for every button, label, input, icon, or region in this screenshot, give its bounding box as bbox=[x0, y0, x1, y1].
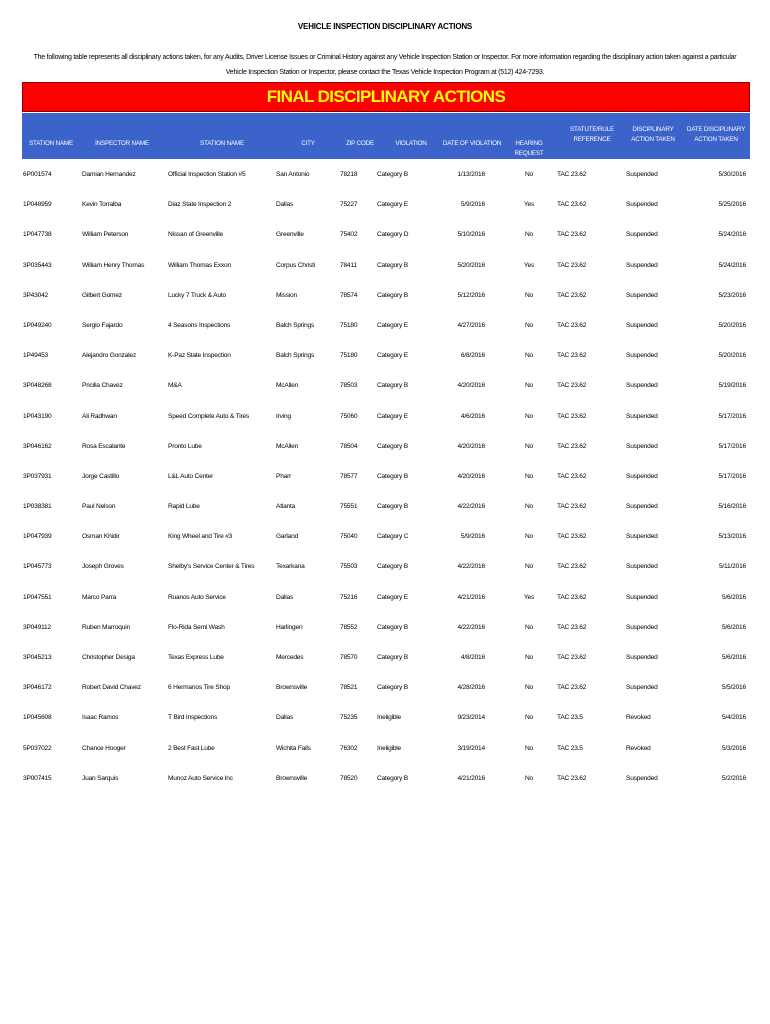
cell-date-violation: 4/21/2016 bbox=[457, 593, 485, 601]
table-row bbox=[22, 434, 750, 464]
cell-zip: 78577 bbox=[340, 472, 358, 480]
cell-violation: Category B bbox=[377, 563, 408, 571]
cell-statute: TAC 23.62 bbox=[557, 442, 587, 450]
cell-violation: Category E bbox=[377, 412, 408, 420]
col-action bbox=[624, 113, 682, 159]
cell-station-id: 1P045608 bbox=[23, 714, 52, 722]
cell-zip: 75402 bbox=[340, 231, 358, 239]
cell-zip: 76302 bbox=[340, 744, 358, 752]
cell-action: Suspended bbox=[626, 472, 658, 480]
cell-hearing: No bbox=[524, 744, 534, 752]
cell-city: Corpus Christi bbox=[276, 261, 315, 269]
table-row bbox=[22, 222, 750, 252]
cell-zip: 78411 bbox=[340, 261, 357, 269]
col-statute-line2: REFERENCE bbox=[573, 136, 611, 143]
cell-hearing: No bbox=[524, 654, 534, 661]
cell-zip: 78552 bbox=[340, 623, 358, 631]
cell-action: Suspended bbox=[626, 412, 658, 420]
cell-violation: Category B bbox=[377, 472, 408, 480]
cell-statute: TAC 23.62 bbox=[557, 654, 587, 661]
cell-action: Suspended bbox=[626, 654, 658, 661]
cell-date-action: 5/5/2016 bbox=[721, 684, 746, 692]
cell-inspector-name: Sergio Fajardo bbox=[82, 321, 123, 329]
cell-action: Suspended bbox=[626, 533, 658, 541]
cell-station-name: William Thomas Exxon bbox=[168, 261, 231, 269]
cell-date-action: 5/30/2016 bbox=[718, 171, 746, 178]
cell-date-violation: 4/22/2016 bbox=[457, 563, 485, 571]
cell-date-action: 5/2/2016 bbox=[721, 774, 746, 782]
cell-statute: TAC 23.62 bbox=[557, 171, 587, 178]
cell-city: Irving bbox=[276, 412, 291, 420]
table-row bbox=[22, 524, 750, 554]
table-body bbox=[22, 162, 750, 796]
cell-station-name: K-Paz State Inspection bbox=[168, 352, 231, 360]
cell-date-violation: 4/22/2016 bbox=[457, 623, 485, 631]
table-row bbox=[22, 585, 750, 615]
table-header bbox=[22, 113, 750, 159]
col-hearing: HEARING REQUEST bbox=[514, 140, 544, 157]
cell-violation: Category C bbox=[377, 533, 409, 541]
cell-action: Suspended bbox=[626, 201, 658, 209]
intro-text bbox=[22, 50, 748, 80]
cell-date-violation: 3/19/2014 bbox=[457, 744, 485, 752]
table-row bbox=[22, 615, 750, 645]
cell-zip: 75216 bbox=[340, 593, 358, 601]
cell-inspector-name: Juan Sarquis bbox=[82, 774, 119, 782]
cell-violation: Category B bbox=[377, 503, 408, 511]
cell-violation: Category E bbox=[377, 593, 408, 601]
cell-date-action: 5/4/2016 bbox=[721, 714, 746, 722]
col-city: CITY bbox=[301, 140, 315, 147]
cell-date-violation: 4/22/2016 bbox=[457, 503, 485, 511]
cell-hearing: No bbox=[524, 382, 534, 390]
cell-date-action: 5/24/2016 bbox=[718, 231, 746, 239]
cell-station-id: 5P037022 bbox=[23, 744, 52, 752]
cell-hearing: No bbox=[524, 503, 534, 511]
table-row bbox=[22, 162, 750, 192]
col-inspector-name: INSPECTOR NAME bbox=[95, 140, 149, 147]
cell-inspector-name: Ali Radhwan bbox=[82, 412, 117, 420]
cell-zip: 75551 bbox=[340, 503, 358, 511]
cell-statute: TAC 23.62 bbox=[557, 623, 587, 631]
cell-zip: 75040 bbox=[340, 533, 358, 541]
cell-violation: Category B bbox=[377, 654, 408, 661]
cell-station-name: T Bird Inspections bbox=[168, 714, 218, 722]
col-date-action-line2: ACTION TAKEN bbox=[694, 136, 738, 143]
cell-station-name: 6 Hermanos Tire Shop bbox=[168, 684, 230, 692]
cell-action: Suspended bbox=[626, 774, 658, 782]
cell-hearing: No bbox=[524, 684, 534, 692]
col-action-line1: DISCIPLINARY bbox=[632, 126, 674, 133]
table-row bbox=[22, 766, 750, 796]
cell-statute: TAC 23.62 bbox=[557, 563, 587, 571]
cell-date-action: 5/3/2016 bbox=[721, 744, 746, 752]
cell-action: Suspended bbox=[626, 563, 658, 571]
cell-date-action: 5/20/2016 bbox=[718, 352, 746, 360]
cell-hearing: No bbox=[524, 321, 534, 329]
cell-date-action: 5/16/2016 bbox=[718, 503, 746, 511]
cell-date-action: 5/6/2016 bbox=[721, 593, 746, 601]
cell-station-id: 1P047551 bbox=[23, 593, 52, 601]
cell-action: Suspended bbox=[626, 352, 658, 360]
cell-date-action: 5/13/2016 bbox=[718, 533, 746, 541]
table-row bbox=[22, 253, 750, 283]
cell-action: Revoked bbox=[626, 744, 651, 752]
cell-action: Suspended bbox=[626, 442, 658, 450]
cell-hearing: No bbox=[524, 442, 534, 450]
cell-date-violation: 1/13/2016 bbox=[457, 171, 485, 178]
cell-station-name: Official Inspection Station #5 bbox=[168, 171, 246, 178]
cell-violation: Category D bbox=[377, 231, 409, 239]
cell-city: Balch Springs bbox=[276, 352, 315, 360]
cell-date-action: 5/25/2016 bbox=[718, 201, 746, 209]
cell-station-name: L&L Auto Center bbox=[168, 472, 214, 480]
cell-city: Greenville bbox=[276, 231, 304, 239]
cell-action: Suspended bbox=[626, 623, 658, 631]
cell-date-violation: 4/6/2016 bbox=[460, 412, 485, 420]
table-row bbox=[22, 675, 750, 705]
cell-station-name: Lucky 7 Truck & Auto bbox=[168, 291, 226, 299]
cell-action: Suspended bbox=[626, 261, 658, 269]
col-statute bbox=[562, 113, 622, 159]
cell-zip: 75060 bbox=[340, 412, 358, 420]
cell-inspector-name: Pricilla Chavez bbox=[82, 382, 123, 390]
cell-station-id: 1P047939 bbox=[23, 533, 52, 541]
cell-city: McAllen bbox=[276, 442, 299, 450]
table-row bbox=[22, 464, 750, 494]
cell-station-name: Ruanos Auto Service bbox=[168, 593, 226, 601]
cell-date-violation: 4/27/2016 bbox=[457, 321, 485, 329]
cell-statute: TAC 23.62 bbox=[557, 684, 587, 692]
cell-hearing: No bbox=[524, 231, 534, 239]
cell-date-violation: 5/9/2016 bbox=[460, 533, 485, 541]
cell-inspector-name: Ruben Marroquin bbox=[82, 623, 130, 631]
cell-station-id: 3P048268 bbox=[23, 382, 52, 390]
cell-violation: Category B bbox=[377, 171, 408, 178]
cell-city: Balch Springs bbox=[276, 321, 315, 329]
cell-station-id: 1P049240 bbox=[23, 321, 52, 329]
cell-violation: Category B bbox=[377, 774, 408, 782]
cell-inspector-name: Osman Khidir bbox=[82, 533, 120, 541]
cell-date-violation: 4/8/2016 bbox=[460, 654, 485, 661]
cell-city: Brownsville bbox=[276, 774, 308, 782]
cell-statute: TAC 23.62 bbox=[557, 261, 587, 269]
cell-zip: 78218 bbox=[340, 171, 358, 178]
cell-inspector-name: Kevin Torralba bbox=[82, 201, 122, 209]
cell-zip: 78574 bbox=[340, 291, 358, 299]
cell-statute: TAC 23.62 bbox=[557, 382, 587, 390]
cell-date-violation: 4/20/2016 bbox=[457, 382, 485, 390]
cell-action: Revoked bbox=[626, 714, 651, 722]
cell-station-name: Pronto Lube bbox=[168, 442, 202, 450]
col-date-action bbox=[682, 113, 750, 159]
cell-date-action: 5/6/2016 bbox=[721, 623, 746, 631]
cell-inspector-name: Rosa Escalante bbox=[82, 442, 126, 450]
cell-station-id: 1P047738 bbox=[23, 231, 52, 239]
cell-inspector-name: Joseph Groves bbox=[82, 563, 124, 571]
cell-statute: TAC 23.62 bbox=[557, 291, 587, 299]
cell-station-id: 3P045213 bbox=[23, 654, 52, 661]
cell-statute: TAC 23.62 bbox=[557, 533, 587, 541]
cell-station-id: 1P038381 bbox=[23, 503, 52, 511]
cell-date-violation: 5/12/2016 bbox=[457, 291, 485, 299]
col-station-name: STATION NAME bbox=[200, 140, 244, 147]
cell-date-action: 5/23/2016 bbox=[718, 291, 746, 299]
col-date-action-line1: DATE DISCIPLINARY bbox=[686, 126, 746, 133]
cell-action: Suspended bbox=[626, 231, 658, 239]
cell-date-action: 5/17/2016 bbox=[718, 472, 746, 480]
cell-statute: TAC 23.62 bbox=[557, 593, 587, 601]
cell-date-violation: 5/9/2016 bbox=[460, 201, 485, 209]
col-zip: ZIP CODE bbox=[345, 140, 375, 147]
cell-hearing: Yes bbox=[523, 201, 535, 209]
cell-date-action: 5/17/2016 bbox=[718, 442, 746, 450]
cell-hearing: No bbox=[524, 291, 534, 299]
table-row bbox=[22, 343, 750, 373]
cell-violation: Category E bbox=[377, 201, 408, 209]
cell-station-name: Nissan of Greenville bbox=[168, 231, 224, 239]
cell-statute: TAC 23.62 bbox=[557, 201, 587, 209]
cell-zip: 75235 bbox=[340, 714, 358, 722]
col-violation: VIOLATION bbox=[395, 140, 427, 147]
table-row bbox=[22, 373, 750, 403]
cell-station-id: 3P046162 bbox=[23, 442, 52, 450]
cell-hearing: No bbox=[524, 472, 534, 480]
cell-hearing: No bbox=[524, 412, 534, 420]
cell-date-violation: 5/10/2016 bbox=[457, 231, 485, 239]
cell-action: Suspended bbox=[626, 503, 658, 511]
table-row bbox=[22, 705, 750, 735]
cell-violation: Ineligible bbox=[377, 744, 402, 752]
cell-statute: TAC 23.62 bbox=[557, 774, 587, 782]
cell-date-violation: 6/8/2016 bbox=[460, 352, 485, 360]
cell-inspector-name: William Henry Thomas bbox=[82, 261, 145, 269]
cell-zip: 75503 bbox=[340, 563, 358, 571]
cell-hearing: No bbox=[524, 714, 534, 722]
cell-violation: Category B bbox=[377, 684, 408, 692]
cell-city: Mission bbox=[276, 291, 297, 299]
table-row bbox=[22, 313, 750, 343]
cell-inspector-name: Chance Hooger bbox=[82, 744, 126, 752]
cell-inspector-name: Jorge Castillo bbox=[82, 472, 120, 480]
table-row bbox=[22, 645, 750, 675]
cell-station-name: Rapid Lube bbox=[168, 503, 200, 511]
cell-date-action: 5/24/2016 bbox=[718, 261, 746, 269]
cell-hearing: No bbox=[524, 623, 534, 631]
cell-hearing: No bbox=[524, 171, 534, 178]
cell-zip: 75227 bbox=[340, 201, 358, 209]
cell-city: Brownsville bbox=[276, 684, 308, 692]
cell-inspector-name: Damian Hernandez bbox=[82, 171, 136, 178]
cell-station-id: 1P045773 bbox=[23, 563, 52, 571]
cell-date-action: 5/6/2016 bbox=[721, 654, 746, 661]
cell-hearing: Yes bbox=[523, 593, 535, 601]
cell-zip: 78521 bbox=[340, 684, 358, 692]
cell-zip: 78570 bbox=[340, 654, 358, 661]
cell-inspector-name: Christopher Desiga bbox=[82, 654, 135, 661]
cell-station-id: 1P49453 bbox=[23, 352, 49, 360]
cell-statute: TAC 23.62 bbox=[557, 231, 587, 239]
cell-station-id: 1P043190 bbox=[23, 412, 52, 420]
cell-zip: 75180 bbox=[340, 321, 358, 329]
table-row bbox=[22, 736, 750, 766]
cell-date-violation: 4/20/2016 bbox=[457, 442, 485, 450]
cell-city: Dallas bbox=[276, 714, 294, 722]
cell-inspector-name: Robert David Chavez bbox=[82, 684, 141, 692]
cell-statute: TAC 23.62 bbox=[557, 412, 587, 420]
cell-inspector-name: Paul Nelson bbox=[82, 503, 116, 511]
cell-violation: Category B bbox=[377, 623, 408, 631]
cell-hearing: No bbox=[524, 774, 534, 782]
cell-city: McAllen bbox=[276, 382, 299, 390]
cell-date-violation: 4/20/2016 bbox=[457, 472, 485, 480]
cell-station-id: 3P037931 bbox=[23, 472, 52, 480]
cell-violation: Category B bbox=[377, 442, 408, 450]
cell-station-id: 6P001574 bbox=[23, 171, 52, 178]
cell-station-id: 3P43042 bbox=[23, 291, 49, 299]
cell-violation: Category B bbox=[377, 291, 408, 299]
cell-date-violation: 5/20/2016 bbox=[457, 261, 485, 269]
cell-city: Mercedes bbox=[276, 654, 304, 661]
cell-statute: TAC 23.5 bbox=[557, 714, 583, 722]
cell-date-action: 5/19/2016 bbox=[718, 382, 746, 390]
cell-hearing: Yes bbox=[523, 261, 535, 269]
cell-action: Suspended bbox=[626, 291, 658, 299]
cell-station-id: 3P049112 bbox=[23, 623, 51, 631]
cell-statute: TAC 23.62 bbox=[557, 472, 587, 480]
intro-line-2: Vehicle Inspection Station or Inspector, please contact the Texas Vehicle Inspection Program at (512) 424-7293. bbox=[225, 69, 545, 76]
cell-action: Suspended bbox=[626, 321, 658, 329]
cell-city: Garland bbox=[276, 533, 299, 541]
cell-statute: TAC 23.62 bbox=[557, 503, 587, 511]
cell-station-name: 2 Best Fast Lube bbox=[168, 744, 215, 752]
cell-station-name: Munoz Auto Service Inc bbox=[168, 774, 233, 782]
cell-statute: TAC 23.62 bbox=[557, 352, 587, 360]
cell-station-id: 3P035443 bbox=[23, 261, 52, 269]
cell-statute: TAC 23.62 bbox=[557, 321, 587, 329]
cell-station-name: Diaz State Inspection 2 bbox=[168, 201, 232, 209]
cell-station-id: 3P007415 bbox=[23, 774, 52, 782]
final-actions-banner bbox=[22, 82, 750, 112]
cell-date-violation: 4/28/2016 bbox=[457, 684, 485, 692]
table-row bbox=[22, 404, 750, 434]
banner-title: FINAL DISCIPLINARY ACTIONS bbox=[266, 87, 506, 106]
cell-violation: Ineligible bbox=[377, 714, 402, 722]
cell-violation: Category B bbox=[377, 261, 408, 269]
cell-date-violation: 4/21/2016 bbox=[457, 774, 485, 782]
intro-line-1: The following table represents all disciplinary actions taken, for any Audits, Driver License Issues or Criminal History against any Vehicle Inspection Station or Inspector. For more information regarding the disciplinary action taken against a particular bbox=[33, 54, 737, 61]
col-action-line2: ACTION TAKEN bbox=[631, 136, 675, 143]
table-row bbox=[22, 283, 750, 313]
cell-statute: TAC 23.5 bbox=[557, 744, 583, 752]
cell-station-name: Flo-Rida Semi Wash bbox=[168, 623, 225, 631]
cell-action: Suspended bbox=[626, 382, 658, 390]
cell-violation: Category E bbox=[377, 352, 408, 360]
col-statute-line1: STATUTE/RULE bbox=[570, 126, 614, 133]
cell-zip: 78520 bbox=[340, 774, 358, 782]
cell-station-name: M&A bbox=[168, 382, 182, 390]
cell-station-name: Shelby's Service Center & Tires bbox=[168, 563, 255, 571]
cell-date-action: 5/11/2016 bbox=[718, 563, 746, 571]
cell-inspector-name: Gilbert Gomez bbox=[82, 291, 122, 299]
cell-city: Wichita Falls bbox=[276, 744, 311, 752]
cell-city: Atlanta bbox=[276, 503, 296, 511]
cell-inspector-name: Marco Parra bbox=[82, 593, 117, 601]
cell-zip: 78503 bbox=[340, 382, 358, 390]
cell-city: Dallas bbox=[276, 201, 294, 209]
cell-city: Harlingen bbox=[276, 623, 303, 631]
cell-inspector-name: William Peterson bbox=[82, 231, 129, 239]
cell-station-name: Texas Express Lube bbox=[168, 654, 224, 661]
table-row bbox=[22, 494, 750, 524]
col-date-violation: DATE OF VIOLATION bbox=[442, 140, 502, 147]
cell-violation: Category B bbox=[377, 382, 408, 390]
table-row bbox=[22, 192, 750, 222]
cell-zip: 78504 bbox=[340, 442, 358, 450]
cell-station-name: Speed Complete Auto & Tires bbox=[168, 412, 250, 420]
cell-hearing: No bbox=[524, 563, 534, 571]
cell-date-violation: 9/23/2014 bbox=[457, 714, 485, 722]
cell-date-action: 5/17/2016 bbox=[718, 412, 746, 420]
col-station-id: STATION NAME bbox=[29, 140, 73, 147]
cell-city: San Antonio bbox=[276, 171, 310, 178]
cell-city: Dallas bbox=[276, 593, 294, 601]
cell-date-action: 5/20/2016 bbox=[718, 321, 746, 329]
cell-hearing: No bbox=[524, 533, 534, 541]
cell-station-name: 4 Seasons Inspections bbox=[168, 321, 231, 329]
cell-station-name: King Wheel and Tire #3 bbox=[168, 533, 233, 541]
cell-violation: Category E bbox=[377, 321, 408, 329]
cell-hearing: No bbox=[524, 352, 534, 360]
cell-inspector-name: Isaac Ramos bbox=[82, 714, 119, 722]
cell-zip: 75180 bbox=[340, 352, 358, 360]
cell-station-id: 3P046172 bbox=[23, 684, 52, 692]
cell-action: Suspended bbox=[626, 171, 658, 178]
document-title: VEHICLE INSPECTION DISCIPLINARY ACTIONS bbox=[297, 22, 473, 31]
cell-city: Pharr bbox=[276, 472, 292, 480]
cell-station-id: 1P048959 bbox=[23, 201, 52, 209]
cell-action: Suspended bbox=[626, 593, 658, 601]
cell-action: Suspended bbox=[626, 684, 658, 692]
cell-inspector-name: Alejandro Gonzalez bbox=[82, 352, 136, 360]
cell-city: Texarkana bbox=[276, 563, 305, 571]
table-row bbox=[22, 554, 750, 584]
